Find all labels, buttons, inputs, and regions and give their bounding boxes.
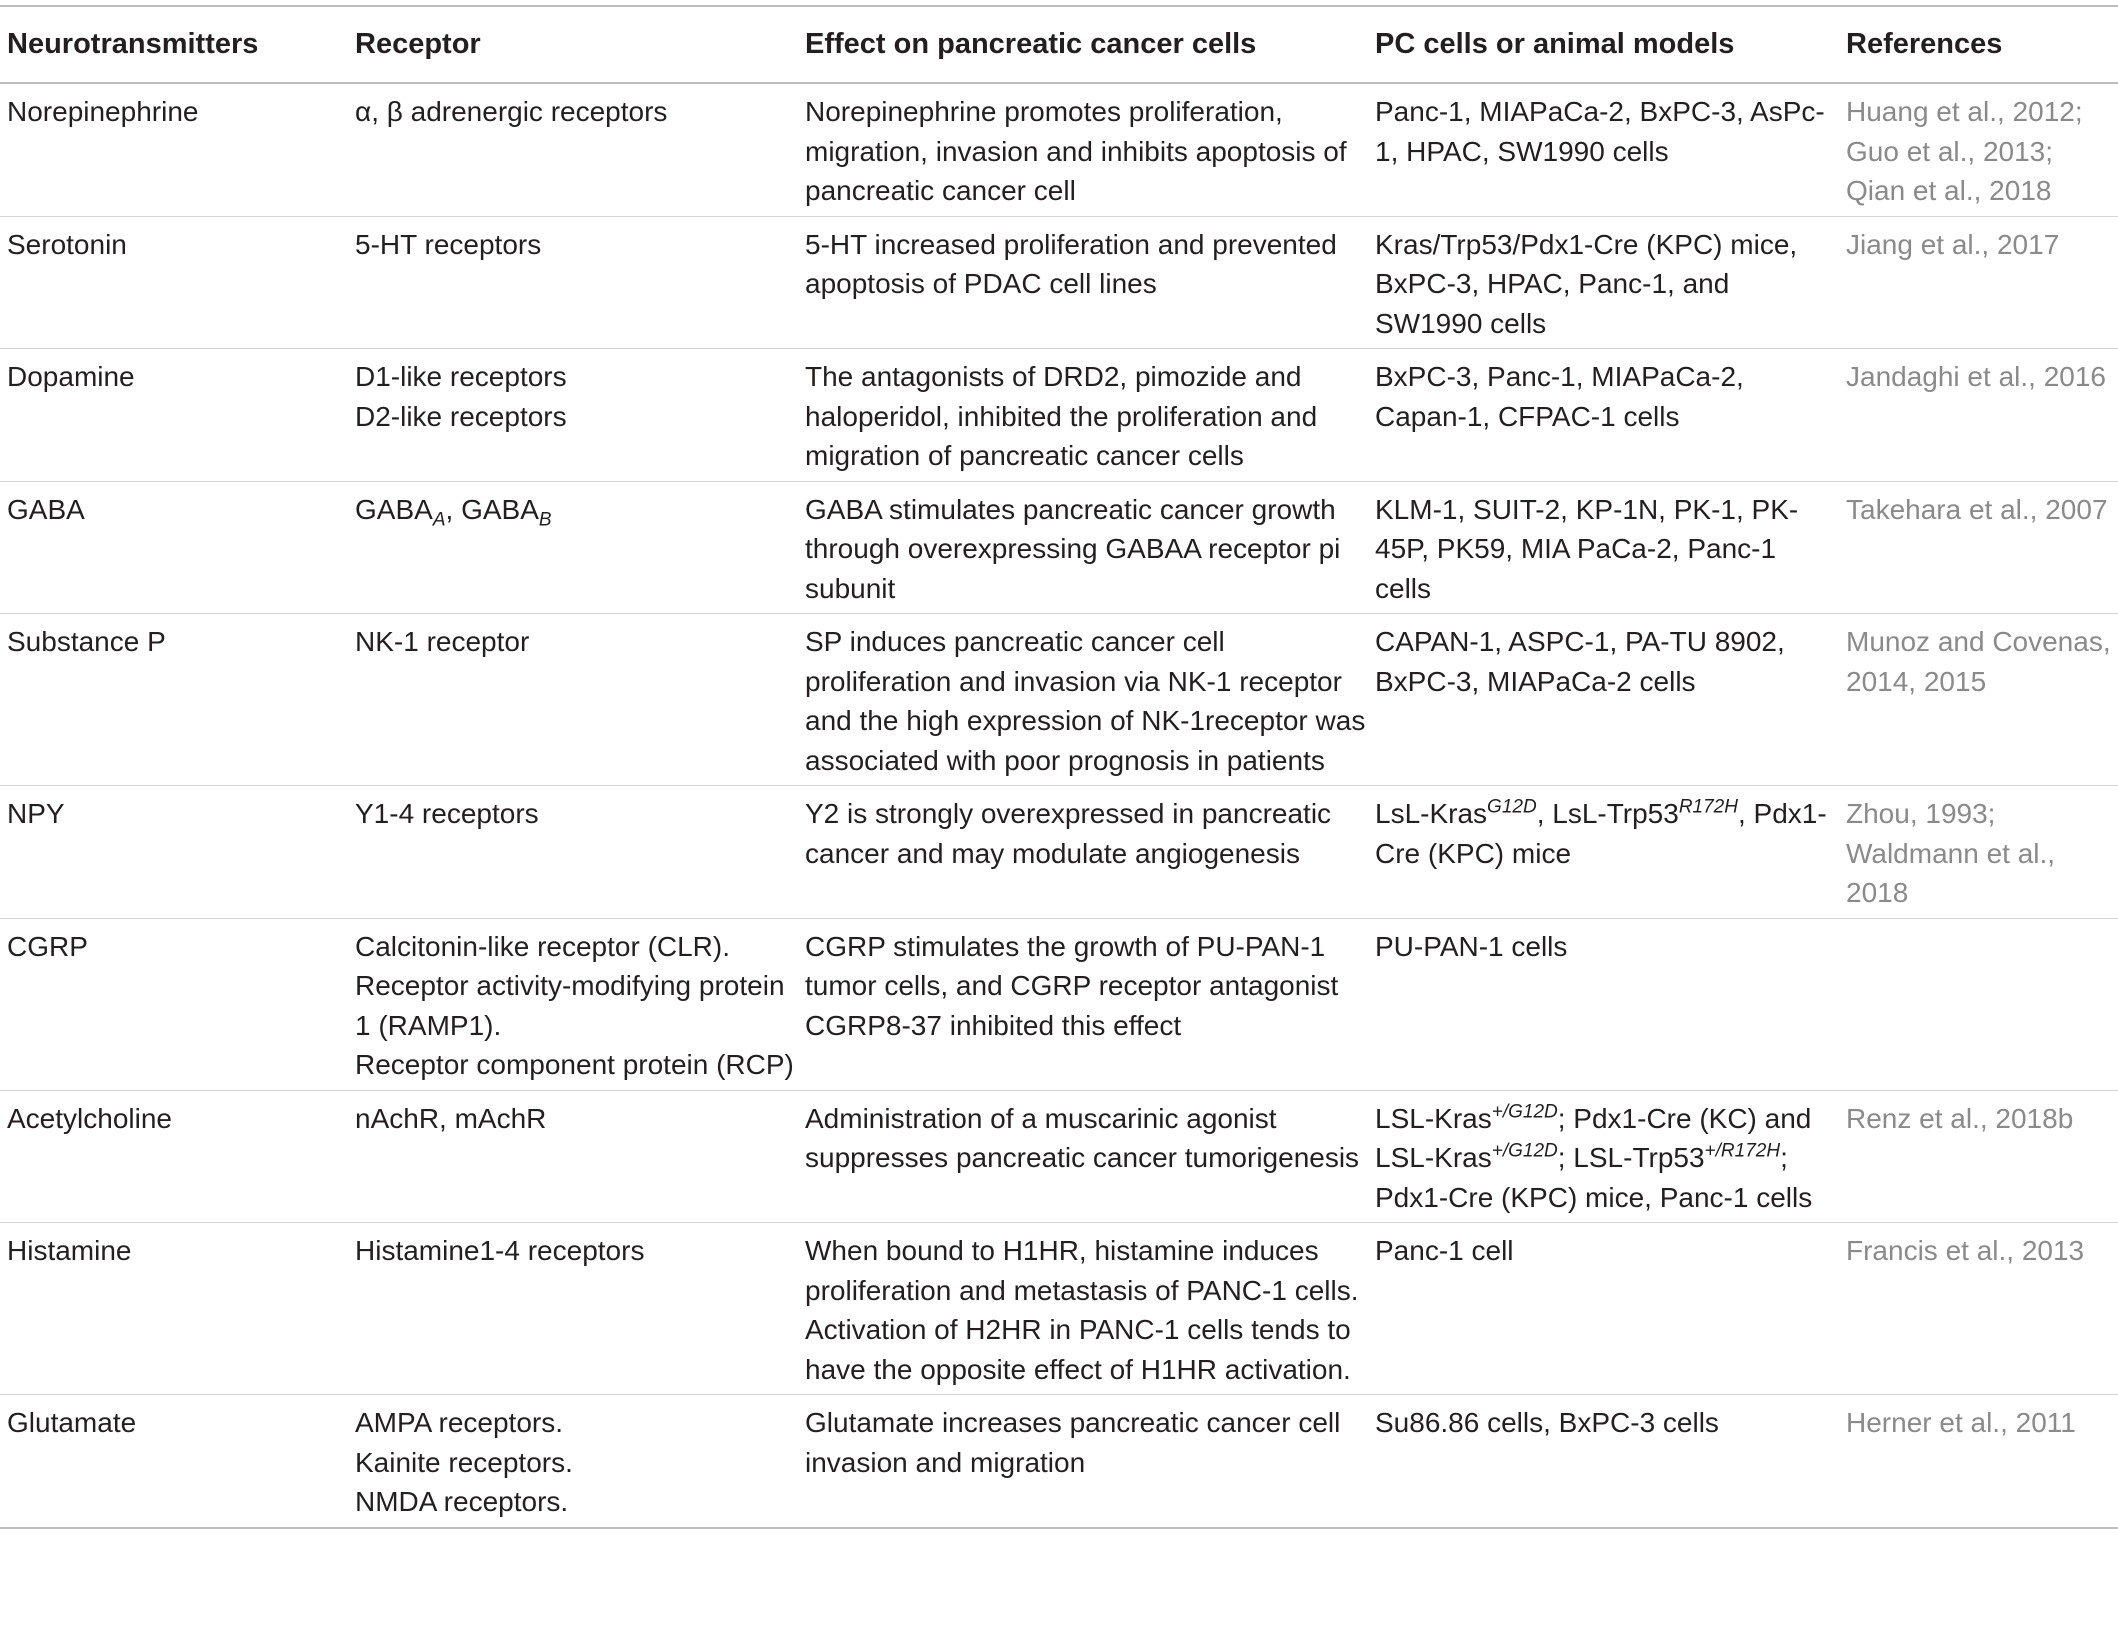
- models-cell: KLM-1, SUIT-2, KP-1N, PK-1, PK-45P, PK59, MIA PaCa-2, Panc-1 cells: [1368, 481, 1839, 614]
- model-superscript: R172H: [1678, 796, 1738, 818]
- receptor-cell: [348, 216, 798, 349]
- neurotransmitter-cell: Acetylcholine: [0, 1090, 348, 1223]
- models-cell: Kras/Trp53/Pdx1-Cre (KPC) mice, BxPC-3, HPAC, Panc-1, and SW1990 cells: [1368, 216, 1839, 349]
- table-row: [0, 1223, 2118, 1395]
- models-cell: Su86.86 cells, BxPC-3 cells: [1368, 1395, 1839, 1528]
- reference-cell: Jandaghi et al., 2016: [1839, 349, 2118, 482]
- neurotransmitter-table: [0, 5, 2118, 1529]
- receptor-gaba-a: GABA: [355, 493, 433, 525]
- reference-cell: Zhou, 1993; Waldmann et al., 2018: [1839, 786, 2118, 919]
- receptor-line: 5-HT receptors: [355, 228, 542, 260]
- model-text: LSL-Kras: [1375, 1102, 1492, 1134]
- header-models: PC cells or animal models: [1368, 6, 1839, 83]
- models-cell: BxPC-3, Panc-1, MIAPaCa-2, Capan-1, CFPAC-1 cells: [1368, 349, 1839, 482]
- table-row: [0, 481, 2118, 614]
- receptor-line: NK-1 receptor: [355, 626, 530, 657]
- receptor-cell: [348, 918, 798, 1090]
- receptor-line: NMDA receptors.: [355, 1486, 569, 1517]
- table-row: [0, 918, 2118, 1090]
- table-row: [0, 786, 2118, 919]
- reference-cell: Huang et al., 2012; Guo et al., 2013; Qian et al., 2018: [1839, 83, 2118, 216]
- model-superscript: +/G12D: [1491, 1101, 1558, 1123]
- neurotransmitter-cell: Substance P: [0, 614, 348, 786]
- model-text: ; Pdx1-Cre (KPC) mice, Panc-1 cells: [1375, 1142, 1813, 1213]
- neurotransmitter-cell: CGRP: [0, 918, 348, 1090]
- model-text: ; LSL-Trp53: [1557, 1142, 1705, 1173]
- neurotransmitter-cell: NPY: [0, 786, 348, 919]
- table-row: [0, 1090, 2118, 1223]
- effect-cell: When bound to H1HR, histamine induces proliferation and metastasis of PANC-1 cells. Activation of H2HR in PANC-1 cells tends to have the opposite effect of H1HR activation.: [798, 1223, 1368, 1395]
- effect-cell: GABA stimulates pancreatic cancer growth through overexpressing GABAA receptor pi subunit: [798, 481, 1368, 614]
- models-cell: PU-PAN-1 cells: [1368, 918, 1839, 1090]
- header-neurotransmitters: Neurotransmitters: [0, 6, 348, 83]
- receptor-line: D2-like receptors: [355, 400, 567, 432]
- receptor-cell: [348, 481, 798, 614]
- header-receptor: Receptor: [348, 6, 798, 83]
- receptor-separator: ,: [445, 493, 462, 525]
- table-row: [0, 614, 2118, 786]
- model-superscript: +/G12D: [1491, 1140, 1558, 1162]
- models-cell: [1368, 1090, 1839, 1223]
- receptor-line: Kainite receptors.: [355, 1446, 573, 1478]
- receptor-cell: [348, 1090, 798, 1223]
- effect-cell: Glutamate increases pancreatic cancer cell invasion and migration: [798, 1395, 1368, 1528]
- receptor-line: Receptor activity-modifying protein 1 (RAMP1).: [355, 970, 785, 1041]
- reference-cell: Munoz and Covenas, 2014, 2015: [1839, 614, 2118, 786]
- reference-cell: Takehara et al., 2007: [1839, 481, 2118, 614]
- receptor-cell: [348, 1223, 798, 1395]
- receptor-cell: [348, 1395, 798, 1528]
- receptor-line: Y1-4 receptors: [355, 798, 539, 829]
- models-cell: CAPAN-1, ASPC-1, PA-TU 8902, BxPC-3, MIAPaCa-2 cells: [1368, 614, 1839, 786]
- reference-cell: [1839, 918, 2118, 1090]
- neurotransmitter-cell: Glutamate: [0, 1395, 348, 1528]
- model-superscript: G12D: [1487, 796, 1537, 818]
- neurotransmitter-cell: Dopamine: [0, 349, 348, 482]
- neurotransmitter-cell: Serotonin: [0, 216, 348, 349]
- neurotransmitter-cell: Norepinephrine: [0, 83, 348, 216]
- receptor-cell: [348, 349, 798, 482]
- header-references: References: [1839, 6, 2118, 83]
- models-cell: [1368, 786, 1839, 919]
- effect-cell: 5-HT increased proliferation and prevented apoptosis of PDAC cell lines: [798, 216, 1368, 349]
- reference-cell: Francis et al., 2013: [1839, 1223, 2118, 1395]
- receptor-line: AMPA receptors.: [355, 1407, 564, 1438]
- table-row: [0, 349, 2118, 482]
- effect-cell: Administration of a muscarinic agonist suppresses pancreatic cancer tumorigenesis: [798, 1090, 1368, 1223]
- model-text: , LsL-Trp53: [1536, 798, 1679, 829]
- receptor-line: α, β adrenergic receptors: [355, 96, 668, 127]
- receptor-line: Calcitonin-like receptor (CLR).: [355, 930, 731, 962]
- header-effect: Effect on pancreatic cancer cells: [798, 6, 1368, 83]
- models-cell: Panc-1 cell: [1368, 1223, 1839, 1395]
- receptor-gaba-b-subscript: B: [538, 509, 552, 531]
- effect-cell: SP induces pancreatic cancer cell proliferation and invasion via NK-1 receptor and the high expression of NK-1receptor was associated with poor prognosis in patients: [798, 614, 1368, 786]
- receptor-line: nAchR, mAchR: [355, 1102, 547, 1134]
- reference-cell: Herner et al., 2011: [1839, 1395, 2118, 1528]
- effect-cell: Norepinephrine promotes proliferation, migration, invasion and inhibits apoptosis of pancreatic cancer cell: [798, 83, 1368, 216]
- neurotransmitter-cell: Histamine: [0, 1223, 348, 1395]
- receptor-line: D1-like receptors: [355, 361, 567, 392]
- effect-cell: Y2 is strongly overexpressed in pancreatic cancer and may modulate angiogenesis: [798, 786, 1368, 919]
- receptor-cell: [348, 786, 798, 919]
- receptor-line: Histamine1-4 receptors: [355, 1235, 645, 1266]
- model-superscript: +/R172H: [1704, 1140, 1781, 1162]
- neurotransmitter-cell: GABA: [0, 481, 348, 614]
- receptor-line: Receptor component protein (RCP): [355, 1049, 794, 1080]
- receptor-gaba-b: GABA: [461, 493, 539, 525]
- receptor-cell: [348, 83, 798, 216]
- receptor-gaba-a-subscript: A: [432, 509, 446, 531]
- table-row: [0, 83, 2118, 216]
- reference-cell: Renz et al., 2018b: [1839, 1090, 2118, 1223]
- receptor-cell: [348, 614, 798, 786]
- table-row: [0, 1395, 2118, 1528]
- model-text: ; Pdx1-Cre (KC) and LSL-Kras: [1375, 1102, 1812, 1173]
- effect-cell: The antagonists of DRD2, pimozide and haloperidol, inhibited the proliferation and migration of pancreatic cancer cells: [798, 349, 1368, 482]
- model-text: LsL-Kras: [1375, 798, 1488, 829]
- models-cell: Panc-1, MIAPaCa-2, BxPC-3, AsPc-1, HPAC, SW1990 cells: [1368, 83, 1839, 216]
- model-text: , Pdx1-Cre (KPC) mice: [1375, 798, 1827, 869]
- table-row: [0, 216, 2118, 349]
- effect-cell: CGRP stimulates the growth of PU-PAN-1 tumor cells, and CGRP receptor antagonist CGRP8-37 inhibited this effect: [798, 918, 1368, 1090]
- header-row: [0, 6, 2118, 83]
- reference-cell: Jiang et al., 2017: [1839, 216, 2118, 349]
